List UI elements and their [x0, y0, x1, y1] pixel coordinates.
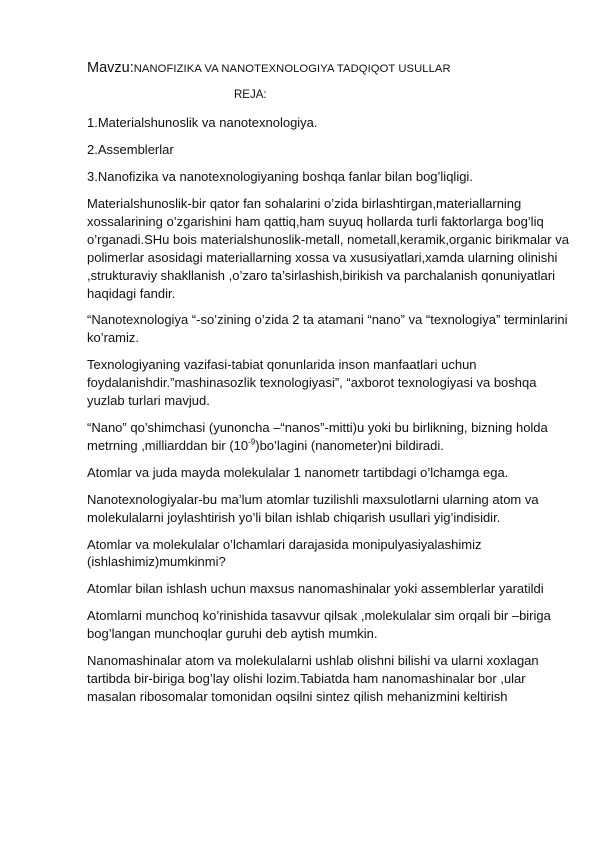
- document-page: [87, 58, 573, 715]
- exponent-superscript: -9: [248, 437, 256, 447]
- plan-item: 2.Assemblerlar: [87, 142, 174, 157]
- plan-heading: REJA:: [234, 89, 267, 101]
- body-paragraph: Materialshunoslik-bir qator fan sohalarini o’zida birlashtirgan,materiallarning xossalarining o’zgarishini ham qattiq,ham suyuq hollarda turli faktorlarga bog’liq o’rganadi.SHu bois materialshunoslik-metall, nometall,keramik,organic birikmalar va polimerlar asosidagi materiallarning xossa va xususiyatlari,xamda ularning olinishi ,strukturaviy shakllanish ,o’zaro ta’sirlashish,birikish va parchalanish qonuniyatlari haqidagi fandir.: [87, 196, 569, 301]
- body-paragraph: Texnologiyaning vazifasi-tabiat qonunlarida inson manfaatlari uchun foydalanishdir.”mashinasozlik texnologiyasi”, “axborot texnologiyasi va boshqa yuzlab turlari mavjud.: [87, 357, 537, 409]
- title-main: NANOFIZIKA VA NANOTEXNOLOGIYA TADQIQOT USULLAR: [133, 63, 451, 75]
- document-title: [87, 58, 573, 79]
- body-paragraph: Atomlar va molekulalar o’lchamlari darajasida monipulyasiyalashimiz (ishlashimiz)mumkinmi?: [87, 536, 482, 570]
- body-paragraph: Nanotexnologiyalar-bu ma’lum atomlar tuzilishli maxsulotlarni ularning atom va molekulalarni joylashtirish yo’li bilan ishlab chiqarish usullari yig’indisidir.: [87, 491, 539, 525]
- title-prefix: Mavzu:: [87, 60, 134, 76]
- nano-paragraph: [87, 419, 573, 455]
- body-paragraph: Atomlar va juda mayda molekulalar 1 nanometr tartibdagi o’lchamga ega.: [87, 464, 509, 480]
- body-paragraph: Nanomashinalar atom va molekulalarni ushlab olishni bilishi va ularni xoxlagan tartibda bir-biriga bog’lay olishi lozim.Tabiatda ham nanomashinalar bor ,ular masalan ribosomalar tomonidan oqsilni sintez qilish mehanizmini keltirish: [87, 653, 539, 704]
- plan-item: 1.Materialshunoslik va nanotexnologiya.: [87, 115, 318, 130]
- nano-text-start: “Nano” qo’shimchasi (yunoncha –“nanos”-mitti)u yoki bu birlikning, bizning holda metrning ,milliarddan bir (10: [87, 419, 548, 453]
- plan-item: 3.Nanofizika va nanotexnologiyaning boshqa fanlar bilan bog’liqligi.: [87, 169, 473, 184]
- body-paragraph: Atomlar bilan ishlash uchun maxsus nanomashinalar yoki assemblerlar yaratildi: [87, 581, 544, 597]
- nano-text-end: )bo’lagini (nanometer)ni bildiradi.: [255, 437, 444, 453]
- body-paragraph: “Nanotexnologiya “-so’zining o’zida 2 ta atamani “nano” va “texnologiya” terminlarini ko’ramiz.: [87, 312, 568, 346]
- body-paragraph: Atomlarni munchoq ko’rinishida tasavvur qilsak ,molekulalar sim orqali bir –biriga bog’langan munchoqlar guruhi deb aytish mumkin.: [87, 608, 551, 642]
